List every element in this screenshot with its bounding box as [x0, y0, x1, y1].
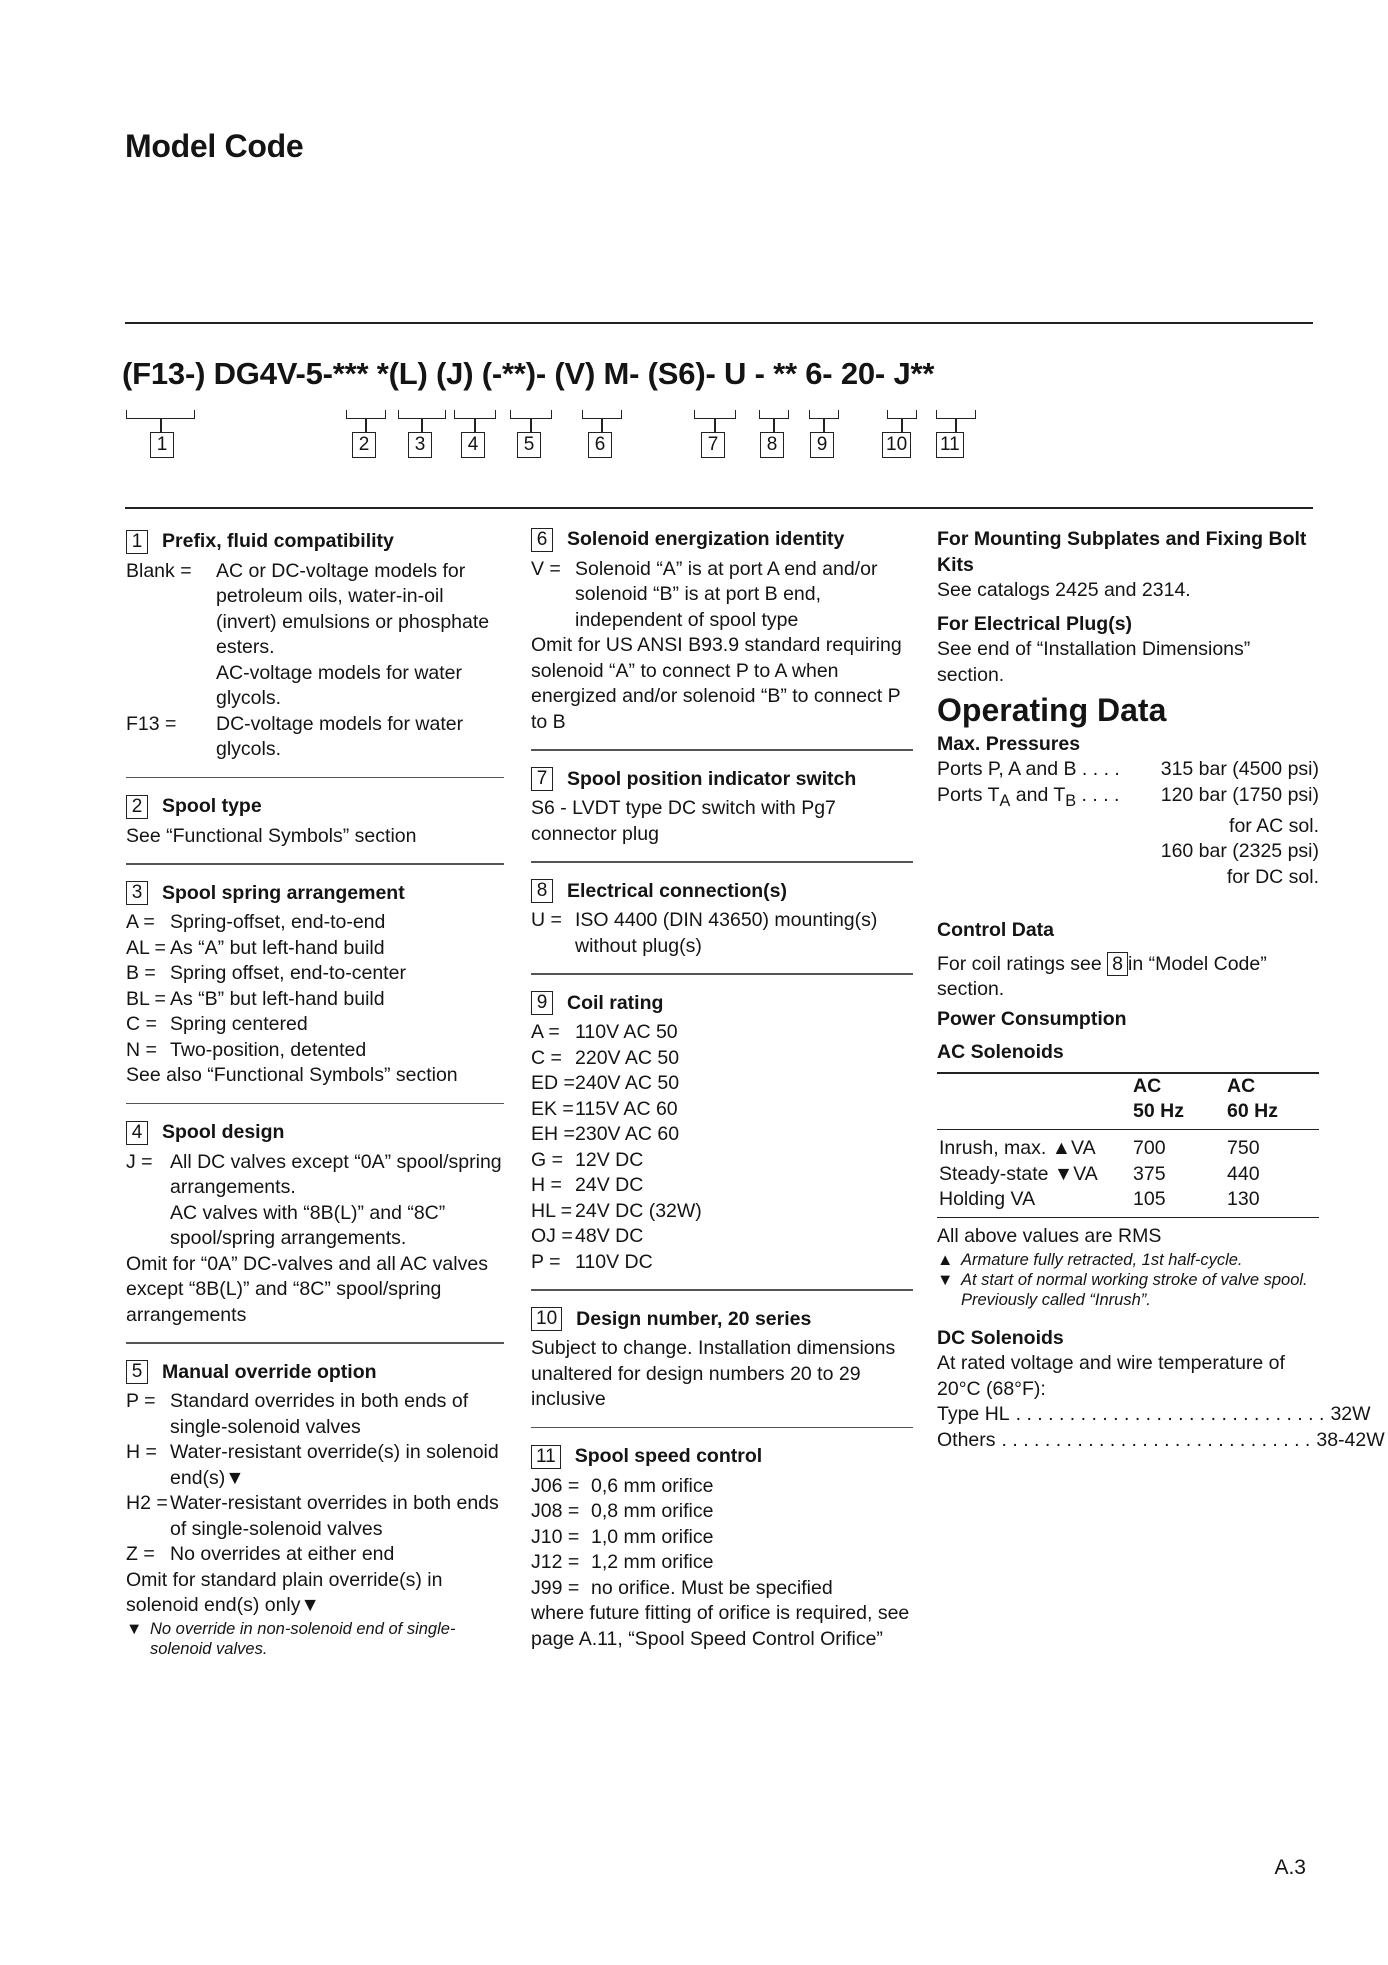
marker-1: 1: [150, 432, 174, 458]
max-pressures-title: Max. Pressures: [937, 732, 1081, 755]
plugs-text: See end of “Installation Dimensions” section.: [937, 638, 1251, 686]
marker-2: 2: [352, 432, 376, 458]
dc-solenoids-title: DC Solenoids: [937, 1326, 1064, 1349]
section-11-title: Spool speed control: [574, 1445, 763, 1467]
dc-row-others: Others . . . . . . . . . . . . . . . . . . . . . . . . . . . . . 38-42W: [937, 1428, 1385, 1451]
rms-note: All above values are RMS: [937, 1225, 1162, 1248]
section-divider: [126, 777, 504, 779]
section-10: 10 Design number, 20 series Subject to change. Installation dimensions unaltered for design numbers 20 to 29 inclusive: [531, 1307, 896, 1410]
plugs-title: For Electrical Plug(s): [937, 612, 1133, 635]
control-data-title: Control Data: [937, 919, 1054, 942]
section-9-title: Coil rating: [567, 991, 664, 1014]
section-divider: [531, 1427, 913, 1429]
section-2: 2 Spool type See “Functional Symbols” section: [126, 795, 417, 847]
section-8-title: Electrical connection(s): [567, 879, 787, 902]
middle-column: [531, 525, 913, 1652]
page-number: A.3: [1274, 1856, 1306, 1879]
dc-solenoids-text: At rated voltage and wire temperature of 20°C (68°F):: [937, 1352, 1285, 1400]
section-7-title: Spool position indicator switch: [567, 767, 857, 790]
section-divider: [531, 973, 913, 975]
section-7: 7 Spool position indicator switch S6 - LVDT type DC switch with Pg7 connector plug: [531, 767, 857, 845]
section-divider: [531, 1289, 913, 1291]
power-consumption-title: Power Consumption: [937, 1007, 1127, 1030]
operating-data-title: Operating Data: [937, 692, 1167, 728]
section-4-title: Spool design: [162, 1121, 285, 1143]
section-3: 3 Spool spring arrangement A = Spring-offset, end-to-end AL = As “A” but left-hand build B = Spring offset, end-to-center BL = As “B” but left-hand build C = Spring centered N = Two-position, detented See also “Functional Symbols” section: [126, 881, 458, 1086]
dc-row-type-hl: Type HL . . . . . . . . . . . . . . . . . . . . . . . . . . . . . 32W: [937, 1403, 1371, 1426]
table-row: Steady-state ▼VA 375 440: [939, 1162, 1260, 1185]
triangle-up-icon: ▲: [937, 1250, 954, 1269]
table-row: Holding VA 105 130: [939, 1188, 1260, 1211]
marker-4: 4: [461, 432, 485, 458]
section-divider: [531, 749, 913, 751]
section-1: 1 Prefix, fluid compatibility Blank = AC or DC-voltage models for petroleum oils, water-in-oil (invert) emulsions or phosphate esters. AC-voltage models for water glycols. F13 = DC-voltage models for water glycols.: [126, 530, 490, 760]
top-rule: [125, 322, 1313, 324]
section-divider: [126, 1342, 504, 1344]
pressure-row-tank: Ports $T_A$ and $T_B$ . . . . 120 bar (1750 psi): [937, 783, 1319, 810]
section-6: 6 Solenoid energization identity V = Solenoid “A” is at port A end and/or solenoid “B” is at port B end, independent of spool type Omit for US ANSI B93.9 standard requiring solenoid “A” to connect P to A when energized and/or solenoid “B” to connect P to B: [531, 528, 902, 733]
table-row: Inrush, max. ▲VA 700 750: [939, 1137, 1260, 1160]
section-10-title: Design number, 20 series: [576, 1307, 812, 1330]
section-11: 11 Spool speed control J06 = 0,6 mm orifice J08 = 0,8 mm orifice J10 = 1,0 mm orifice J12 = 1,2 mm orifice J99 = no orifice. Must be specified where future fitting of orifice is required, see page A.11, “Spool Speed Control Orifice”: [531, 1445, 910, 1650]
control-data-text: For coil ratings see 8 in “Model Code” section.: [937, 952, 1267, 1001]
marker-9: 9: [810, 432, 834, 458]
triangle-down-icon: ▼: [126, 1619, 143, 1638]
marker-5: 5: [517, 432, 541, 458]
page-title: Model Code: [125, 128, 304, 164]
pressure-row-pab: Ports P, A and B . . . . 315 bar (4500 psi): [937, 758, 1319, 780]
section-ref-box: 8: [1107, 952, 1128, 976]
marker-11: 11: [936, 432, 964, 458]
section-5: 5 Manual override option P = Standard overrides in both ends of single-solenoid valves H = Water-resistant override(s) in solenoid end(s)▼ H2 = Water-resistant overrides in both ends of single-solenoid valves Z = No overrides at either end Omit for standard plain override(s) in solenoid end(s) only▼ ▼ No override in non-solenoid end of single-solenoid valves.: [126, 1360, 499, 1658]
marker-8: 8: [760, 432, 784, 458]
section-divider: [126, 863, 504, 865]
section-4: 4 Spool design J = All DC valves except “0A” spool/spring arrangements. AC valves with “8B(L)” and “8C” spool/spring arrangements. Omit for “0A” DC-valves and all AC valves except “8B(L)” and “8C” spool/spring arrangements: [126, 1121, 502, 1326]
marker-3: 3: [408, 432, 432, 458]
section-5-title: Manual override option: [162, 1360, 377, 1383]
mounting-text: See catalogs 2425 and 2314.: [937, 579, 1191, 601]
section-8: 8 Electrical connection(s) U = ISO 4400 (DIN 43650) mounting(s) without plug(s): [531, 879, 878, 957]
section-divider: [126, 1103, 504, 1105]
section-3-title: Spool spring arrangement: [162, 881, 405, 904]
marker-7: 7: [701, 432, 725, 458]
marker-6: 6: [588, 432, 612, 458]
middle-rule: [125, 507, 1313, 509]
right-column: For Mounting Subplates and Fixing Bolt Kits See catalogs 2425 and 2314. For Electrical Plug(s) See end of “Installation Dimensions” section. Operating Data Max. Pressures Ports P, A and B . . . . 315 bar (4500 psi) Ports $T_A$ and $T_B$ . . . . 120 bar (1750 psi) for AC sol. 160 bar (2325 psi) for DC sol. Control Data For coil ratings see 8 in “Model Code” section. Power Consumption AC Solenoids AC AC 50 Hz 60 Hz Inrush, max. ▲VA 700 750 Steady-state ▼VA 375 440 Holding VA 105 130 All above values are RMS ▲ Armature fully retracted, 1st half-cycle. ▼ At start of normal working stroke of valve spool. Previously called “Inrush”. DC Solenoids At rated voltage and wire temperature of 20°C (68°F): Type HL . . . . . . . . . . . . . . . . . . . . . . . . . . . . . 32W Others . . . . . . . . . . . . . . . . . . . . . . . . . . . . . 38-42W: [937, 527, 1319, 1453]
section-divider: [531, 861, 913, 863]
section-6-title: Solenoid energization identity: [567, 528, 845, 550]
section-9: 9 Coil rating A = 110V AC 50 C = 220V AC 50 ED = 240V AC 50 EK = 115V AC 60 EH = 230V AC 60 G = 12V DC H = 24V DC HL = 24V DC (32W) OJ = 48V DC P = 110V DC: [531, 991, 702, 1273]
left-column: [126, 527, 504, 1659]
ac-solenoids-values: [937, 1136, 1319, 1213]
ac-solenoids-title: AC Solenoids: [937, 1041, 1064, 1064]
mounting-title: For Mounting Subplates and Fixing Bolt Kits: [937, 528, 1307, 576]
triangle-down-icon: ▼: [937, 1270, 954, 1289]
ac-solenoids-table: AC AC 50 Hz 60 Hz: [1133, 1074, 1278, 1123]
section-1-title: Prefix, fluid compatibility: [162, 530, 394, 552]
marker-10: 10: [882, 432, 911, 458]
model-code-string: (F13-) DG4V-5-*** *(L) (J) (-**)- (V) M- (S6)- U - ** 6- 20- J**: [122, 356, 935, 391]
section-2-title: Spool type: [162, 795, 262, 817]
